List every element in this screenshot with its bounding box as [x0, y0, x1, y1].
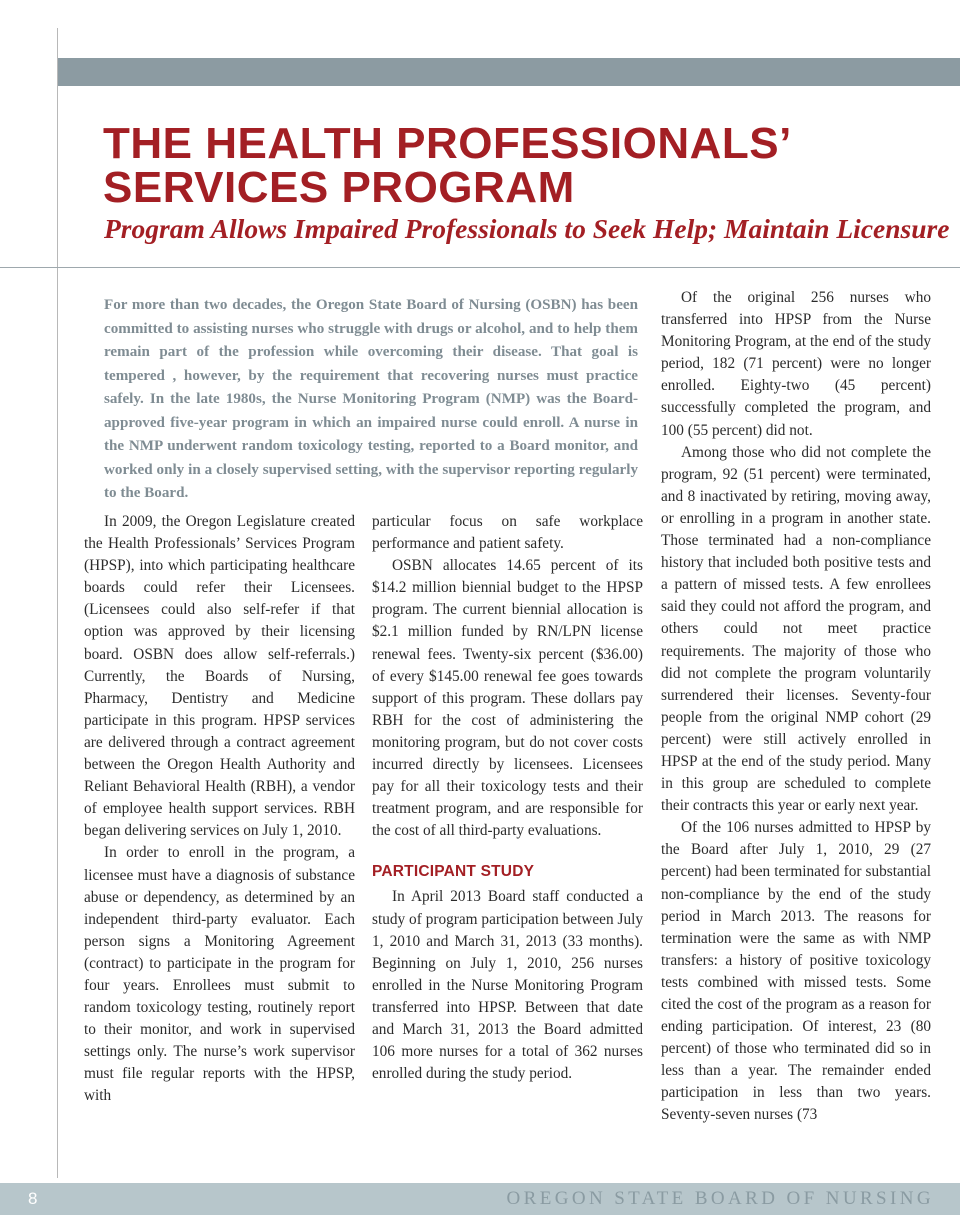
body-paragraph: Of the original 256 nurses who transferred into HPSP from the Nurse Monitoring Program, at the end of the study period, 182 (71 percent) were no longer enrolled. Eighty-two (45 percent) successfully completed the program, and 100 (55 percent) did not. [661, 289, 931, 439]
page-number: 8 [28, 1189, 38, 1208]
title-line-2: SERVICES PROGRAM [103, 163, 575, 212]
header-divider [0, 267, 960, 268]
body-paragraph: Among those who did not complete the program, 92 (51 percent) were terminated, and 8 inactivated by retiring, moving away, or enrolling in a program in another state. Those terminated had a non-compliance history that included both positive tests and a pattern of missed tests. A few enrollees said they could not afford the program, and others could not meet practice requirements. The majority of those who did not complete the program voluntarily surrendered their licenses. Seventy-four people from the original NMP cohort (29 percent) were still actively enrolled in HPSP at the end of the study period. Many in this group are scheduled to complete their contracts this year or early next year. [661, 443, 931, 815]
body-column-3 [661, 287, 931, 1127]
body-paragraph: In April 2013 Board staff conducted a study of program participation between July 1, 2010 and March 31, 2013 (33 months). Beginning on July 1, 2010, 256 nurses enrolled in the Nurse Monitoring Program transferred into HPSP. Between that date and March 31, 2013 the Board admitted 106 more nurses for a total of 362 nurses enrolled during the study period. [372, 888, 643, 1083]
section-heading: PARTICIPANT STUDY [372, 863, 535, 881]
body-paragraph: OSBN allocates 14.65 percent of its $14.2 million biennial budget to the HPSP program. The current biennial allocation is $2.1 million funded by RN/LPN license renewal fees. Twenty-six percent ($36.00) of every $145.00 renewal fee goes towards support of this program. These dollars pay RBH for the cost of administering the monitoring program, but do not cover costs incurred directly by licensees. Licensees pay for all their toxicology tests and their treatment program, and are responsible for the cost of all third-party evaluations. [372, 557, 643, 840]
title-line-1: THE HEALTH PROFESSIONALS’ [103, 119, 792, 168]
body-paragraph-continued: particular focus on safe workplace performance and patient safety. [372, 513, 643, 553]
left-margin-rule [57, 28, 58, 1178]
body-paragraph: In 2009, the Oregon Legislature created the Health Professionals’ Services Program (HPSP), into which participating healthcare boards could refer their Licensees. (Licensees could also self-refer if that option was approved by their licensing board. OSBN does allow self-referrals.) Currently, the Boards of Nursing, Pharmacy, Dentistry and Medicine participate in this program. HPSP services are delivered through a contract agreement between the Oregon Health Authority and Reliant Behavioral Health (RBH), a vendor of employee health support services. RBH began delivering services on July 1, 2010. [84, 513, 355, 840]
intro-paragraph: For more than two decades, the Oregon State Board of Nursing (OSBN) has been committed to assisting nurses who struggle with drugs or alcohol, and to help them remain part of the profession while overcoming their disease. That goal is tempered , however, by the requirement that recovering nurses must practice safely. In the late 1980s, the Nurse Monitoring Program (NMP) was the Board-approved five-year program in which an impaired nurse could enroll. A nurse in the NMP underwent random toxicology testing, reported to a Board monitor, and worked only in a closely supervised setting, with the supervisor reporting regularly to the Board. [104, 297, 638, 501]
article-title [103, 119, 943, 212]
footer-publisher-label: OREGON STATE BOARD OF NURSING [506, 1188, 934, 1209]
body-column-2 [372, 511, 643, 1085]
body-paragraph: Of the 106 nurses admitted to HPSP by the Board after July 1, 2010, 29 (27 percent) had been terminated for substantial non-compliance by the end of the study period in March 2013. The reasons for termination were the same as with NMP transfers: a history of positive toxicology tests combined with missed tests. Some cited the cost of the program as a reason for ending participation. Of interest, 23 (80 percent) of those who terminated did so in less than a year. The remainder ended participation in less than two years. Seventy-seven nurses (73 [661, 819, 931, 1124]
top-color-bar [58, 58, 960, 86]
body-column-1 [84, 511, 355, 1108]
body-paragraph: In order to enroll in the program, a licensee must have a diagnosis of substance abuse or dependency, as determined by an independent third-party evaluator. Each person signs a Monitoring Agreement (contract) to participate in the program for four years. Enrollees must submit to random toxicology testing, routinely report to their monitor, and work in supervised settings only. The nurse’s work supervisor must file regular reports with the HPSP, with [84, 844, 355, 1105]
article-subtitle: Program Allows Impaired Professionals to Seek Help; Maintain Licensure [104, 213, 950, 244]
